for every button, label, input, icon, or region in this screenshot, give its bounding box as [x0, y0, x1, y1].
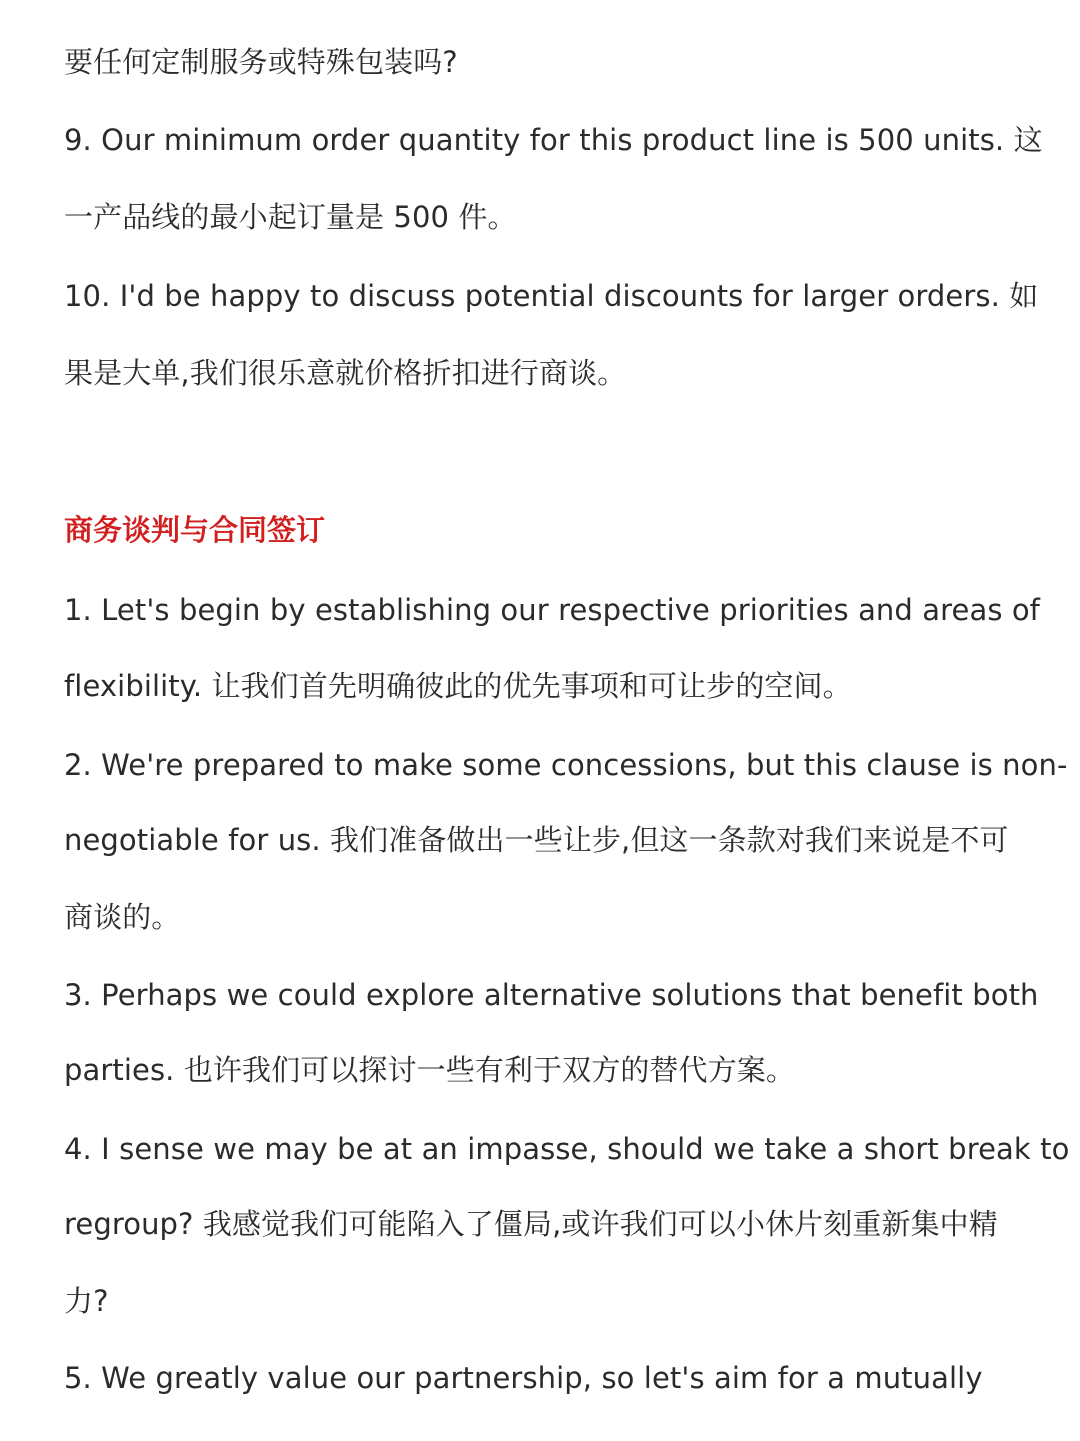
text-line: flexibility. 让我们首先明确彼此的优先事项和可让步的空间。 — [64, 669, 852, 703]
text-line: 力? — [64, 1284, 109, 1318]
text-line: 1. Let's begin by establishing our respective priorities and areas of — [64, 593, 1040, 627]
text-line: 一产品线的最小起订量是 500 件。 — [64, 200, 517, 234]
text-line: 要任何定制服务或特殊包装吗? — [64, 45, 458, 79]
text-line: parties. 也许我们可以探讨一些有利于双方的替代方案。 — [64, 1053, 795, 1087]
text-line: negotiable for us. 我们准备做出一些让步,但这一条款对我们来说是不可 — [64, 823, 1009, 857]
text-line: 9. Our minimum order quantity for this product line is 500 units. 这 — [64, 123, 1043, 157]
text-line: 果是大单,我们很乐意就价格折扣进行商谈。 — [64, 356, 627, 390]
section-heading: 商务谈判与合同签订 — [64, 513, 326, 547]
text-line: 10. I'd be happy to discuss potential discounts for larger orders. 如 — [64, 279, 1039, 313]
text-line: regroup? 我感觉我们可能陷入了僵局,或许我们可以小休片刻重新集中精 — [64, 1207, 998, 1241]
text-line: 商谈的。 — [64, 900, 181, 934]
text-line: 4. I sense we may be at an impasse, should we take a short break to — [64, 1132, 1070, 1166]
text-line: 5. We greatly value our partnership, so let's aim for a mutually — [64, 1361, 983, 1395]
text-line: 3. Perhaps we could explore alternative solutions that benefit both — [64, 978, 1039, 1012]
text-line: 2. We're prepared to make some concessions, but this clause is non- — [64, 748, 1068, 782]
